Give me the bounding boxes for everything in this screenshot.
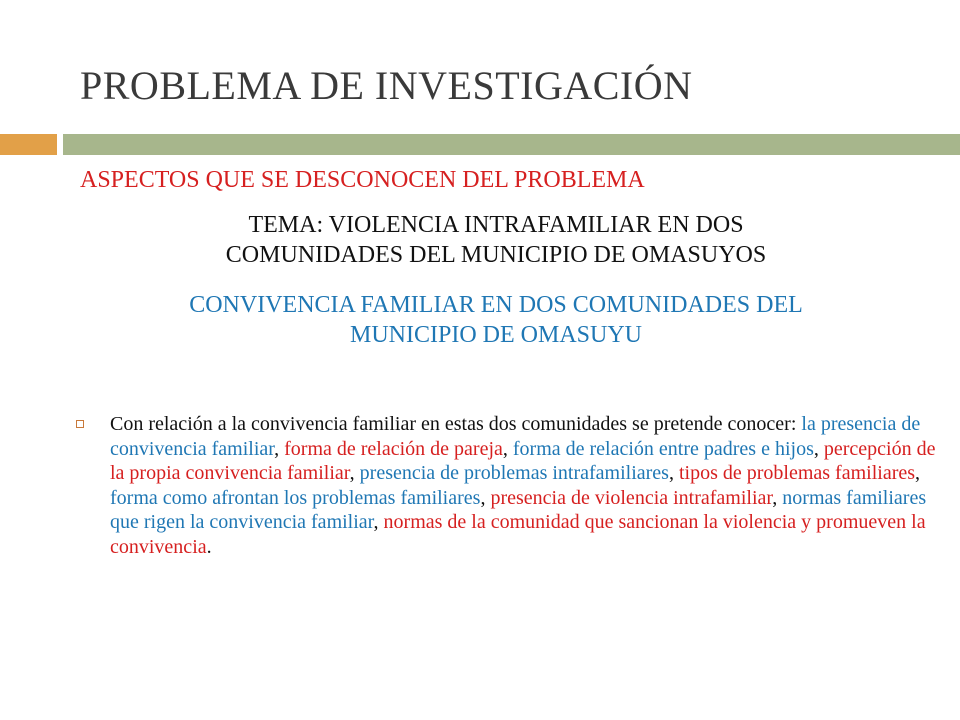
item-problemas-intrafamiliares: presencia de problemas intrafamiliares [359, 462, 669, 484]
accent-bar-orange [0, 134, 57, 155]
separator: , [813, 437, 824, 460]
convivencia-heading [60, 290, 932, 350]
item-percepcion-convivencia: percepción de la propia convivencia familiar [110, 437, 936, 484]
item-normas-comunidad: normas de la comunidad que sancionan la violencia y promueven la convivencia [110, 511, 926, 558]
separator: , [349, 462, 360, 484]
bullet-intro: Con relación a la convivencia familiar en estas dos comunidades se pretende conocer: [110, 413, 802, 435]
tema-heading [60, 210, 932, 270]
item-tipos-problemas: tipos de problemas familiares [678, 462, 916, 484]
square-bullet-icon [76, 420, 84, 428]
accent-bar-green [63, 134, 960, 155]
item-violencia-intrafamiliar: presencia de violencia intrafamiliar [490, 486, 773, 509]
item-normas-familiares: normas familiares que rigen la convivencia familiar [110, 486, 927, 533]
bullet-paragraph [110, 412, 950, 559]
tema-line-1: TEMA: VIOLENCIA INTRAFAMILIAR EN DOS [248, 212, 744, 238]
item-afrontan-problemas: forma como afrontan los problemas familiares [110, 486, 481, 509]
terminal-period: . [206, 535, 212, 558]
separator: , [668, 462, 679, 484]
item-relacion-padres-hijos: forma de relación entre padres e hijos [512, 437, 814, 460]
separator: , [502, 437, 513, 460]
separator: , [373, 511, 384, 533]
convivencia-line-1: CONVIVENCIA FAMILIAR EN DOS COMUNIDADES DEL [189, 292, 803, 318]
convivencia-line-2: MUNICIPIO DE OMASUYU [349, 322, 642, 348]
slide-subtitle: ASPECTOS QUE SE DESCONOCEN DEL PROBLEMA [80, 167, 645, 193]
separator: , [915, 462, 921, 484]
item-presencia-convivencia: la presencia de convivencia familiar [110, 413, 921, 460]
slide-title: PROBLEMA DE INVESTIGACIÓN [80, 63, 693, 108]
separator: , [274, 437, 285, 460]
tema-line-2: COMUNIDADES DEL MUNICIPIO DE OMASUYOS [225, 242, 767, 268]
separator: , [480, 486, 491, 509]
separator: , [772, 486, 783, 509]
item-relacion-pareja: forma de relación de pareja [284, 437, 503, 460]
